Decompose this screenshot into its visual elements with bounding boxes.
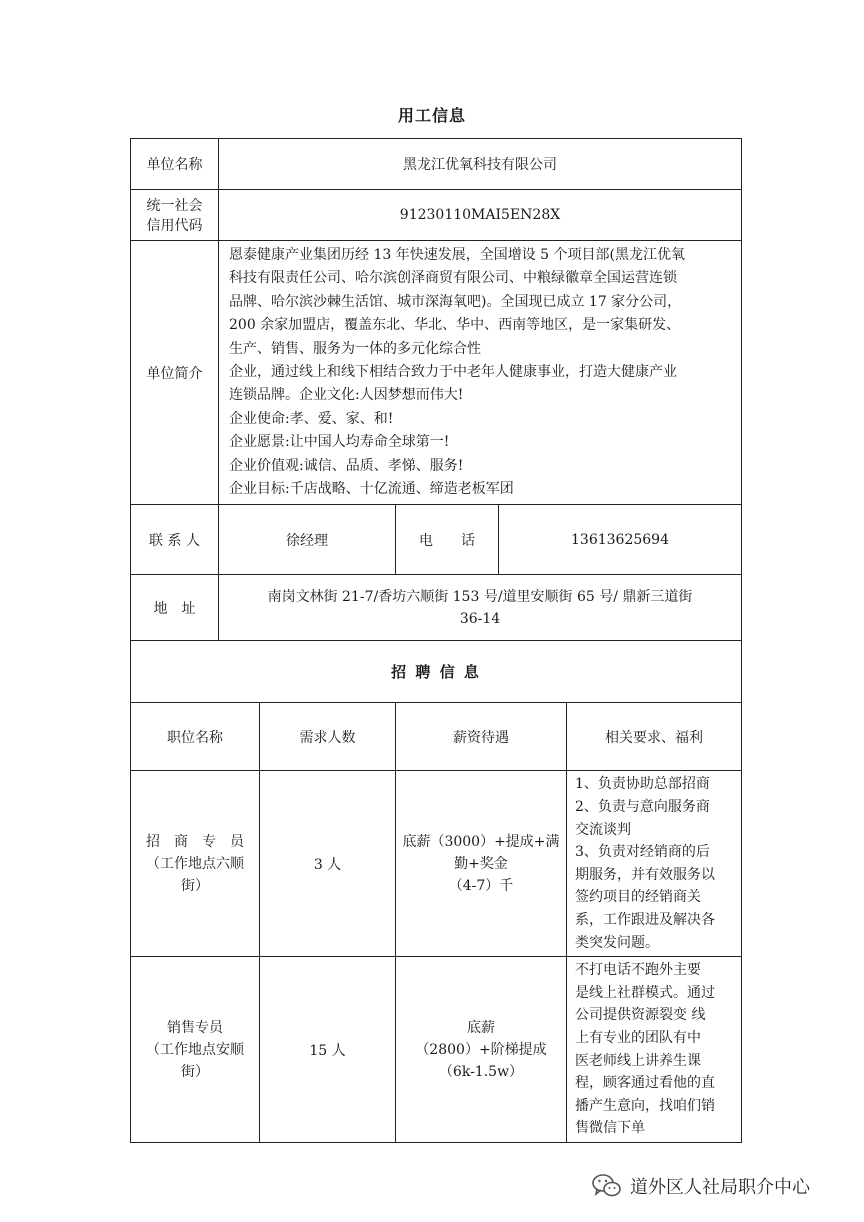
contact-value: 徐经理 bbox=[219, 505, 396, 575]
header-salary: 薪资待遇 bbox=[396, 703, 567, 771]
requirement-line: 售微信下单 bbox=[575, 1120, 645, 1137]
credit-code-value: 91230110MAI5EN28X bbox=[219, 190, 742, 241]
intro-line: 科技有限责任公司、哈尔滨创泽商贸有限公司、中粮绿徽章全国运营连锁 bbox=[229, 270, 677, 287]
requirement-line: 2、负责与意向服务商 bbox=[575, 799, 710, 816]
salary-line: 底薪 bbox=[467, 1019, 495, 1036]
requirement-line: 期服务，并有效服务以 bbox=[575, 866, 715, 883]
requirement-line: 是线上社群模式。通过 bbox=[575, 984, 715, 1001]
salary-line: 勤+奖金 bbox=[454, 855, 508, 872]
credit-code-label bbox=[131, 190, 219, 241]
phone-label: 电 话 bbox=[396, 505, 499, 575]
salary-cell bbox=[396, 771, 567, 957]
intro-line: 品牌、哈尔滨沙棘生活馆、城市深海氧吧)。全国现已成立 17 家分公司， bbox=[229, 293, 682, 310]
address-line1: 南岗文林街 21-7/香坊六顺街 153 号/道里安顺街 65 号/ 鼎新三道街 bbox=[267, 588, 693, 605]
address-line2: 36-14 bbox=[459, 610, 501, 627]
intro-line: 200 余家加盟店，覆盖东北、华北、华中、西南等地区，是一家集研发、 bbox=[229, 317, 681, 334]
recruit-section-title: 招 聘 信 息 bbox=[131, 641, 742, 703]
intro-line: 企业，通过线上和线下相结合致力于中老年人健康事业，打造大健康产业 bbox=[229, 364, 677, 381]
position-cell bbox=[131, 957, 260, 1143]
recruit-section-row bbox=[131, 641, 742, 703]
salary-line: （4-7）千 bbox=[448, 877, 514, 894]
intro-line: 企业愿景:让中国人均寿命全球第一! bbox=[229, 434, 450, 451]
company-name-value: 黑龙江优氧科技有限公司 bbox=[219, 139, 742, 190]
recruit-header-row bbox=[131, 703, 742, 771]
requirements-cell bbox=[567, 957, 742, 1143]
company-name-label: 单位名称 bbox=[131, 139, 219, 190]
contact-row bbox=[131, 505, 742, 575]
phone-value: 13613625694 bbox=[499, 505, 742, 575]
credit-code-row bbox=[131, 190, 742, 241]
requirement-line: 程，顾客通过看他的直 bbox=[575, 1075, 715, 1092]
contact-label: 联 系 人 bbox=[131, 505, 219, 575]
salary-line: （2800）+阶梯提成 bbox=[415, 1041, 547, 1058]
requirement-line: 3、负责对经销商的后 bbox=[575, 844, 710, 861]
intro-label: 单位简介 bbox=[131, 241, 219, 505]
requirement-line: 类突发问题。 bbox=[575, 934, 659, 951]
requirement-line: 公司提供资源裂变 线 bbox=[575, 1007, 706, 1024]
address-value bbox=[219, 575, 742, 641]
intro-row bbox=[131, 241, 742, 505]
address-label: 地 址 bbox=[131, 575, 219, 641]
intro-line: 企业使命:孝、爱、家、和! bbox=[229, 410, 394, 427]
requirement-line: 系，工作跟进及解决各 bbox=[575, 912, 715, 929]
table-row bbox=[131, 957, 742, 1143]
intro-line: 生产、销售、服务为一体的多元化综合性 bbox=[229, 340, 481, 357]
position-line: 招 商 专 员 bbox=[146, 833, 244, 850]
intro-line: 连锁品牌。企业文化:人因梦想而伟大! bbox=[229, 387, 464, 404]
requirement-line: 1、负责协助总部招商 bbox=[575, 776, 710, 793]
count-cell: 3 人 bbox=[260, 771, 396, 957]
intro-line: 恩泰健康产业集团历经 13 年快速发展，全国增设 5 个项目部(黑龙江优氧 bbox=[229, 247, 685, 263]
wechat-icon bbox=[592, 1173, 622, 1199]
requirement-line: 签约项目的经销商关 bbox=[575, 889, 701, 906]
position-line: 街） bbox=[181, 877, 209, 894]
position-line: （工作地点六顺 bbox=[146, 855, 244, 872]
intro-line: 企业价值观:诚信、品质、孝悌、服务! bbox=[229, 457, 464, 474]
position-cell bbox=[131, 771, 260, 957]
header-requirements: 相关要求、福利 bbox=[567, 703, 742, 771]
footer-watermark bbox=[592, 1170, 810, 1202]
count-cell: 15 人 bbox=[260, 957, 396, 1143]
salary-cell bbox=[396, 957, 567, 1143]
credit-code-label-line2: 信用代码 bbox=[146, 218, 203, 234]
salary-line: 底薪（3000）+提成+满 bbox=[402, 833, 560, 850]
company-name-row bbox=[131, 139, 742, 190]
position-line: 销售专员 bbox=[167, 1019, 223, 1036]
header-count: 需求人数 bbox=[260, 703, 396, 771]
employment-info-table bbox=[130, 138, 742, 1143]
intro-text bbox=[219, 241, 742, 505]
address-row bbox=[131, 575, 742, 641]
requirement-line: 播产生意向，找咱们销 bbox=[575, 1097, 715, 1114]
requirements-cell bbox=[567, 771, 742, 957]
position-line: 街） bbox=[181, 1063, 209, 1080]
page-title: 用工信息 bbox=[397, 106, 466, 125]
credit-code-label-line1: 统一社会 bbox=[146, 198, 203, 214]
table-row bbox=[131, 771, 742, 957]
salary-line: （6k-1.5w） bbox=[438, 1063, 524, 1080]
requirement-line: 交流谈判 bbox=[575, 821, 631, 838]
requirement-line: 上有专业的团队有中 bbox=[575, 1030, 701, 1046]
header-position: 职位名称 bbox=[131, 703, 260, 771]
intro-line: 企业目标:千店战略、十亿流通、缔造老板军团 bbox=[229, 481, 514, 498]
requirement-line: 不打电话不跑外主要 bbox=[575, 962, 701, 979]
position-line: （工作地点安顺 bbox=[146, 1041, 244, 1058]
requirement-line: 医老师线上讲养生课 bbox=[575, 1052, 701, 1069]
footer-text: 道外区人社局职介中心 bbox=[630, 1177, 810, 1198]
